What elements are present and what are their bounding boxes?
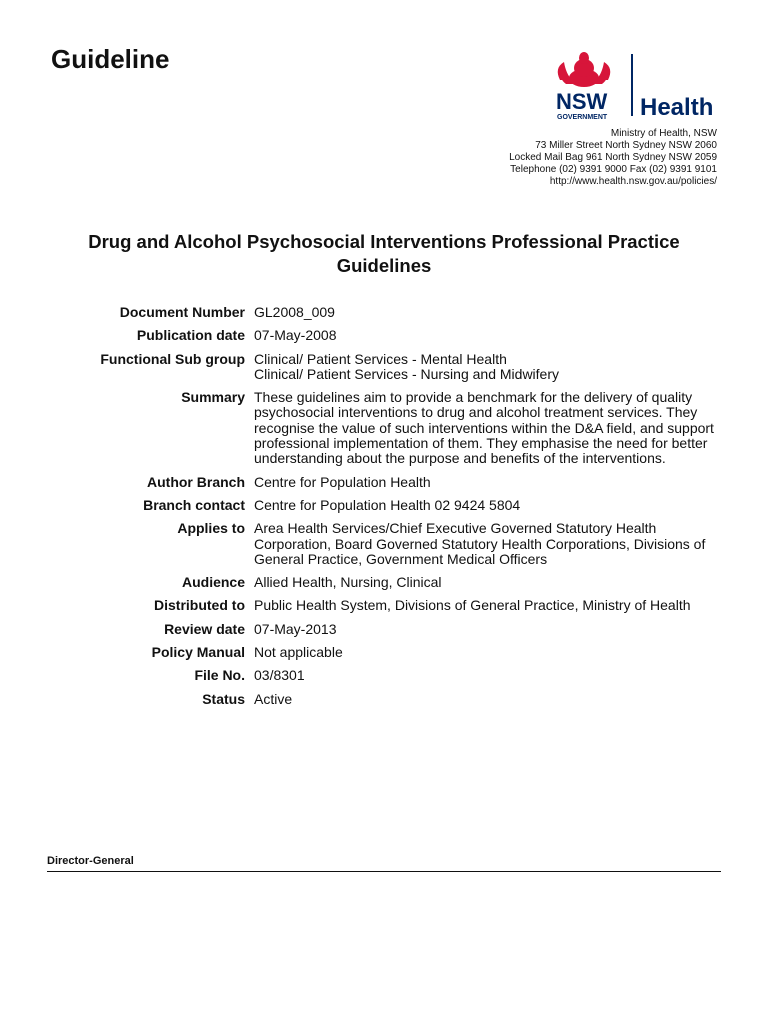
meta-value: Area Health Services/Chief Executive Governed Statutory Health Corporation, Board Governed Statutory Health Corporations, Divisions of General Practice, Government Medical Officers bbox=[254, 520, 706, 567]
meta-label: Distributed to bbox=[154, 597, 245, 614]
signatory-label: Director-General bbox=[47, 855, 134, 867]
logo-wordmark-health: Health bbox=[640, 94, 714, 121]
meta-value: Centre for Population Health bbox=[254, 473, 431, 490]
logo-wordmark-government: GOVERNMENT bbox=[557, 114, 608, 121]
meta-value: Not applicable bbox=[254, 644, 343, 661]
meta-row-author-branch bbox=[0, 475, 768, 490]
meta-row-policy-manual bbox=[0, 645, 768, 660]
meta-label: Functional Sub group bbox=[100, 350, 245, 367]
meta-value: Centre for Population Health 02 9424 5804 bbox=[254, 496, 521, 513]
meta-label: File No. bbox=[194, 667, 245, 684]
nsw-waratah-logo-graphic bbox=[552, 50, 722, 122]
meta-row-file-no bbox=[0, 668, 768, 683]
meta-label: Document Number bbox=[119, 304, 245, 320]
meta-row-audience bbox=[0, 575, 768, 590]
signature-rule bbox=[47, 871, 721, 872]
meta-label: Audience bbox=[181, 574, 245, 591]
meta-label: Branch contact bbox=[143, 496, 245, 513]
meta-row-summary bbox=[0, 390, 768, 466]
address-line: 73 Miller Street North Sydney NSW 2060 bbox=[535, 140, 717, 151]
meta-label: Status bbox=[202, 690, 245, 707]
document-metadata-table bbox=[0, 305, 768, 715]
address-line: Locked Mail Bag 961 North Sydney NSW 2059 bbox=[509, 152, 717, 163]
ministry-address-block bbox=[509, 128, 717, 188]
meta-label: Summary bbox=[181, 389, 245, 406]
meta-label: Applies to bbox=[177, 520, 245, 537]
address-line: Telephone (02) 9391 9000 Fax (02) 9391 9101 bbox=[510, 164, 717, 175]
meta-row-review-date bbox=[0, 622, 768, 637]
logo-wordmark-nsw: NSW bbox=[556, 89, 608, 114]
meta-label: Author Branch bbox=[147, 473, 245, 490]
meta-value: 07-May-2013 bbox=[254, 620, 337, 637]
meta-value: 07-May-2008 bbox=[254, 327, 337, 344]
meta-label: Policy Manual bbox=[151, 644, 245, 661]
meta-row-branch-contact bbox=[0, 498, 768, 513]
document-title: Drug and Alcohol Psychosocial Interventions Professional Practice Guidelines bbox=[88, 231, 680, 276]
meta-value: Public Health System, Divisions of General Practice, Ministry of Health bbox=[254, 597, 691, 614]
meta-label: Review date bbox=[164, 620, 245, 637]
meta-row-status bbox=[0, 692, 768, 707]
document-type-heading: Guideline bbox=[51, 44, 170, 74]
meta-row-functional-sub-group bbox=[0, 352, 768, 383]
address-line: Ministry of Health, NSW bbox=[610, 128, 717, 139]
logo-divider bbox=[631, 54, 633, 116]
meta-value: Clinical/ Patient Services - Mental Health Clinical/ Patient Services - Nursing and Midwifery bbox=[254, 350, 559, 382]
meta-row-distributed-to bbox=[0, 598, 768, 613]
meta-value: 03/8301 bbox=[254, 667, 305, 684]
meta-value: These guidelines aim to provide a benchmark for the delivery of quality psychosocial interventions to drug and alcohol treatment services. They recognise the value of such interventions within the D&A field, and support professional implementation of them. They emphasise the need for better understanding about the purpose and benefits of the interventions. bbox=[254, 389, 714, 467]
waratah-flower-icon bbox=[558, 52, 611, 87]
meta-label: Publication date bbox=[136, 327, 245, 344]
meta-value: GL2008_009 bbox=[254, 304, 335, 320]
meta-row-publication-date bbox=[0, 328, 768, 343]
meta-row-applies-to bbox=[0, 521, 768, 567]
meta-row-document-number bbox=[0, 305, 768, 320]
address-line-url: http://www.health.nsw.gov.au/policies/ bbox=[549, 176, 717, 187]
nsw-health-logo bbox=[552, 50, 722, 122]
meta-value: Active bbox=[254, 690, 293, 707]
meta-value: Allied Health, Nursing, Clinical bbox=[254, 574, 442, 591]
